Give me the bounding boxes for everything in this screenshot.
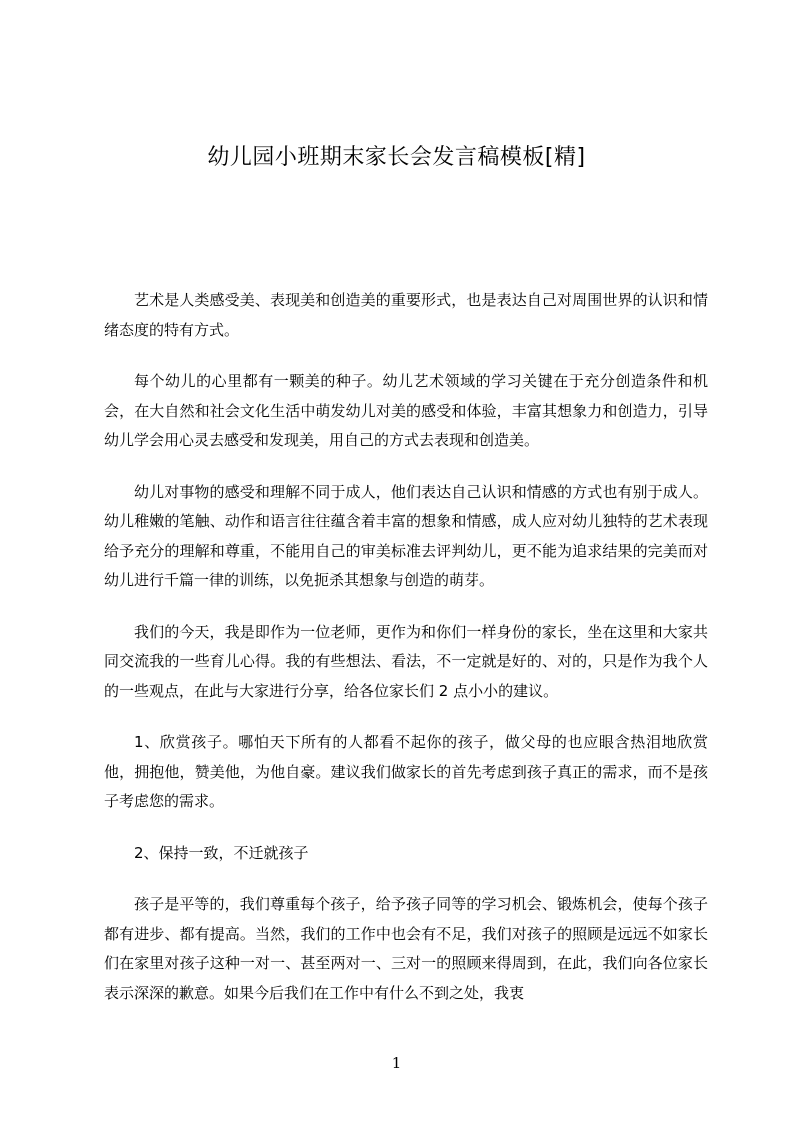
paragraph-suggestion-1: 1、欣赏孩子。哪怕天下所有的人都看不起你的孩子，做父母的也应眼含热泪地欣赏他，拥抱他，赞美他，为他自豪。建议我们做家长的首先考虑到孩子真正的需求，而不是孩子考虑您的需求。 (104, 733, 708, 810)
paragraph-child-perception: 幼儿对事物的感受和理解不同于成人，他们表达自己认识和情感的方式也有别于成人。幼儿稚嫩的笔触、动作和语言往往蕴含着丰富的想象和情感，成人应对幼儿独特的艺术表现给予充分的理解和尊重，不能用自己的审美标准去评判幼儿，更不能为追求结果的完美而对幼儿进行千篇一律的训练，以免扼杀其想象与创造的萌芽。 (104, 482, 708, 589)
paragraph-children-equal: 孩子是平等的，我们尊重每个孩子，给予孩子同等的学习机会、锻炼机会，使每个孩子都有进步、都有提高。当然，我们的工作中也会有不足，我们对孩子的照顾是远远不如家长们在家里对孩子这种一对一、甚至两对一、三对一的照顾来得周到，在此，我们向各位家长表示深深的歉意。如果今后我们在工作中有什么不到之处，我衷 (104, 895, 708, 1002)
paragraph-seed-of-beauty: 每个幼儿的心里都有一颗美的种子。幼儿艺术领域的学习关键在于充分创造条件和机会，在大自然和社会文化生活中萌发幼儿对美的感受和体验，丰富其想象力和创造力，引导幼儿学会用心灵去感受和发现美，用自己的方式去表现和创造美。 (104, 372, 708, 449)
document-body (104, 286, 708, 1030)
page-number: 1 (391, 1054, 402, 1072)
page-title: 幼儿园小班期末家长会发言稿模板[精] (207, 145, 586, 170)
paragraph-today-sharing: 我们的今天，我是即作为一位老师，更作为和你们一样身份的家长，坐在这里和大家共同交流我的一些育儿心得。我的有些想法、看法，不一定就是好的、对的，只是作为我个人的一些观点，在此与大家进行分享，给各位家长们 2 点小小的建议。 (104, 622, 708, 700)
paragraph-art-definition: 艺术是人类感受美、表现美和创造美的重要形式，也是表达自己对周围世界的认识和情绪态度的特有方式。 (104, 291, 708, 339)
paragraph-suggestion-2-heading: 2、保持一致，不迁就孩子 (134, 843, 309, 862)
